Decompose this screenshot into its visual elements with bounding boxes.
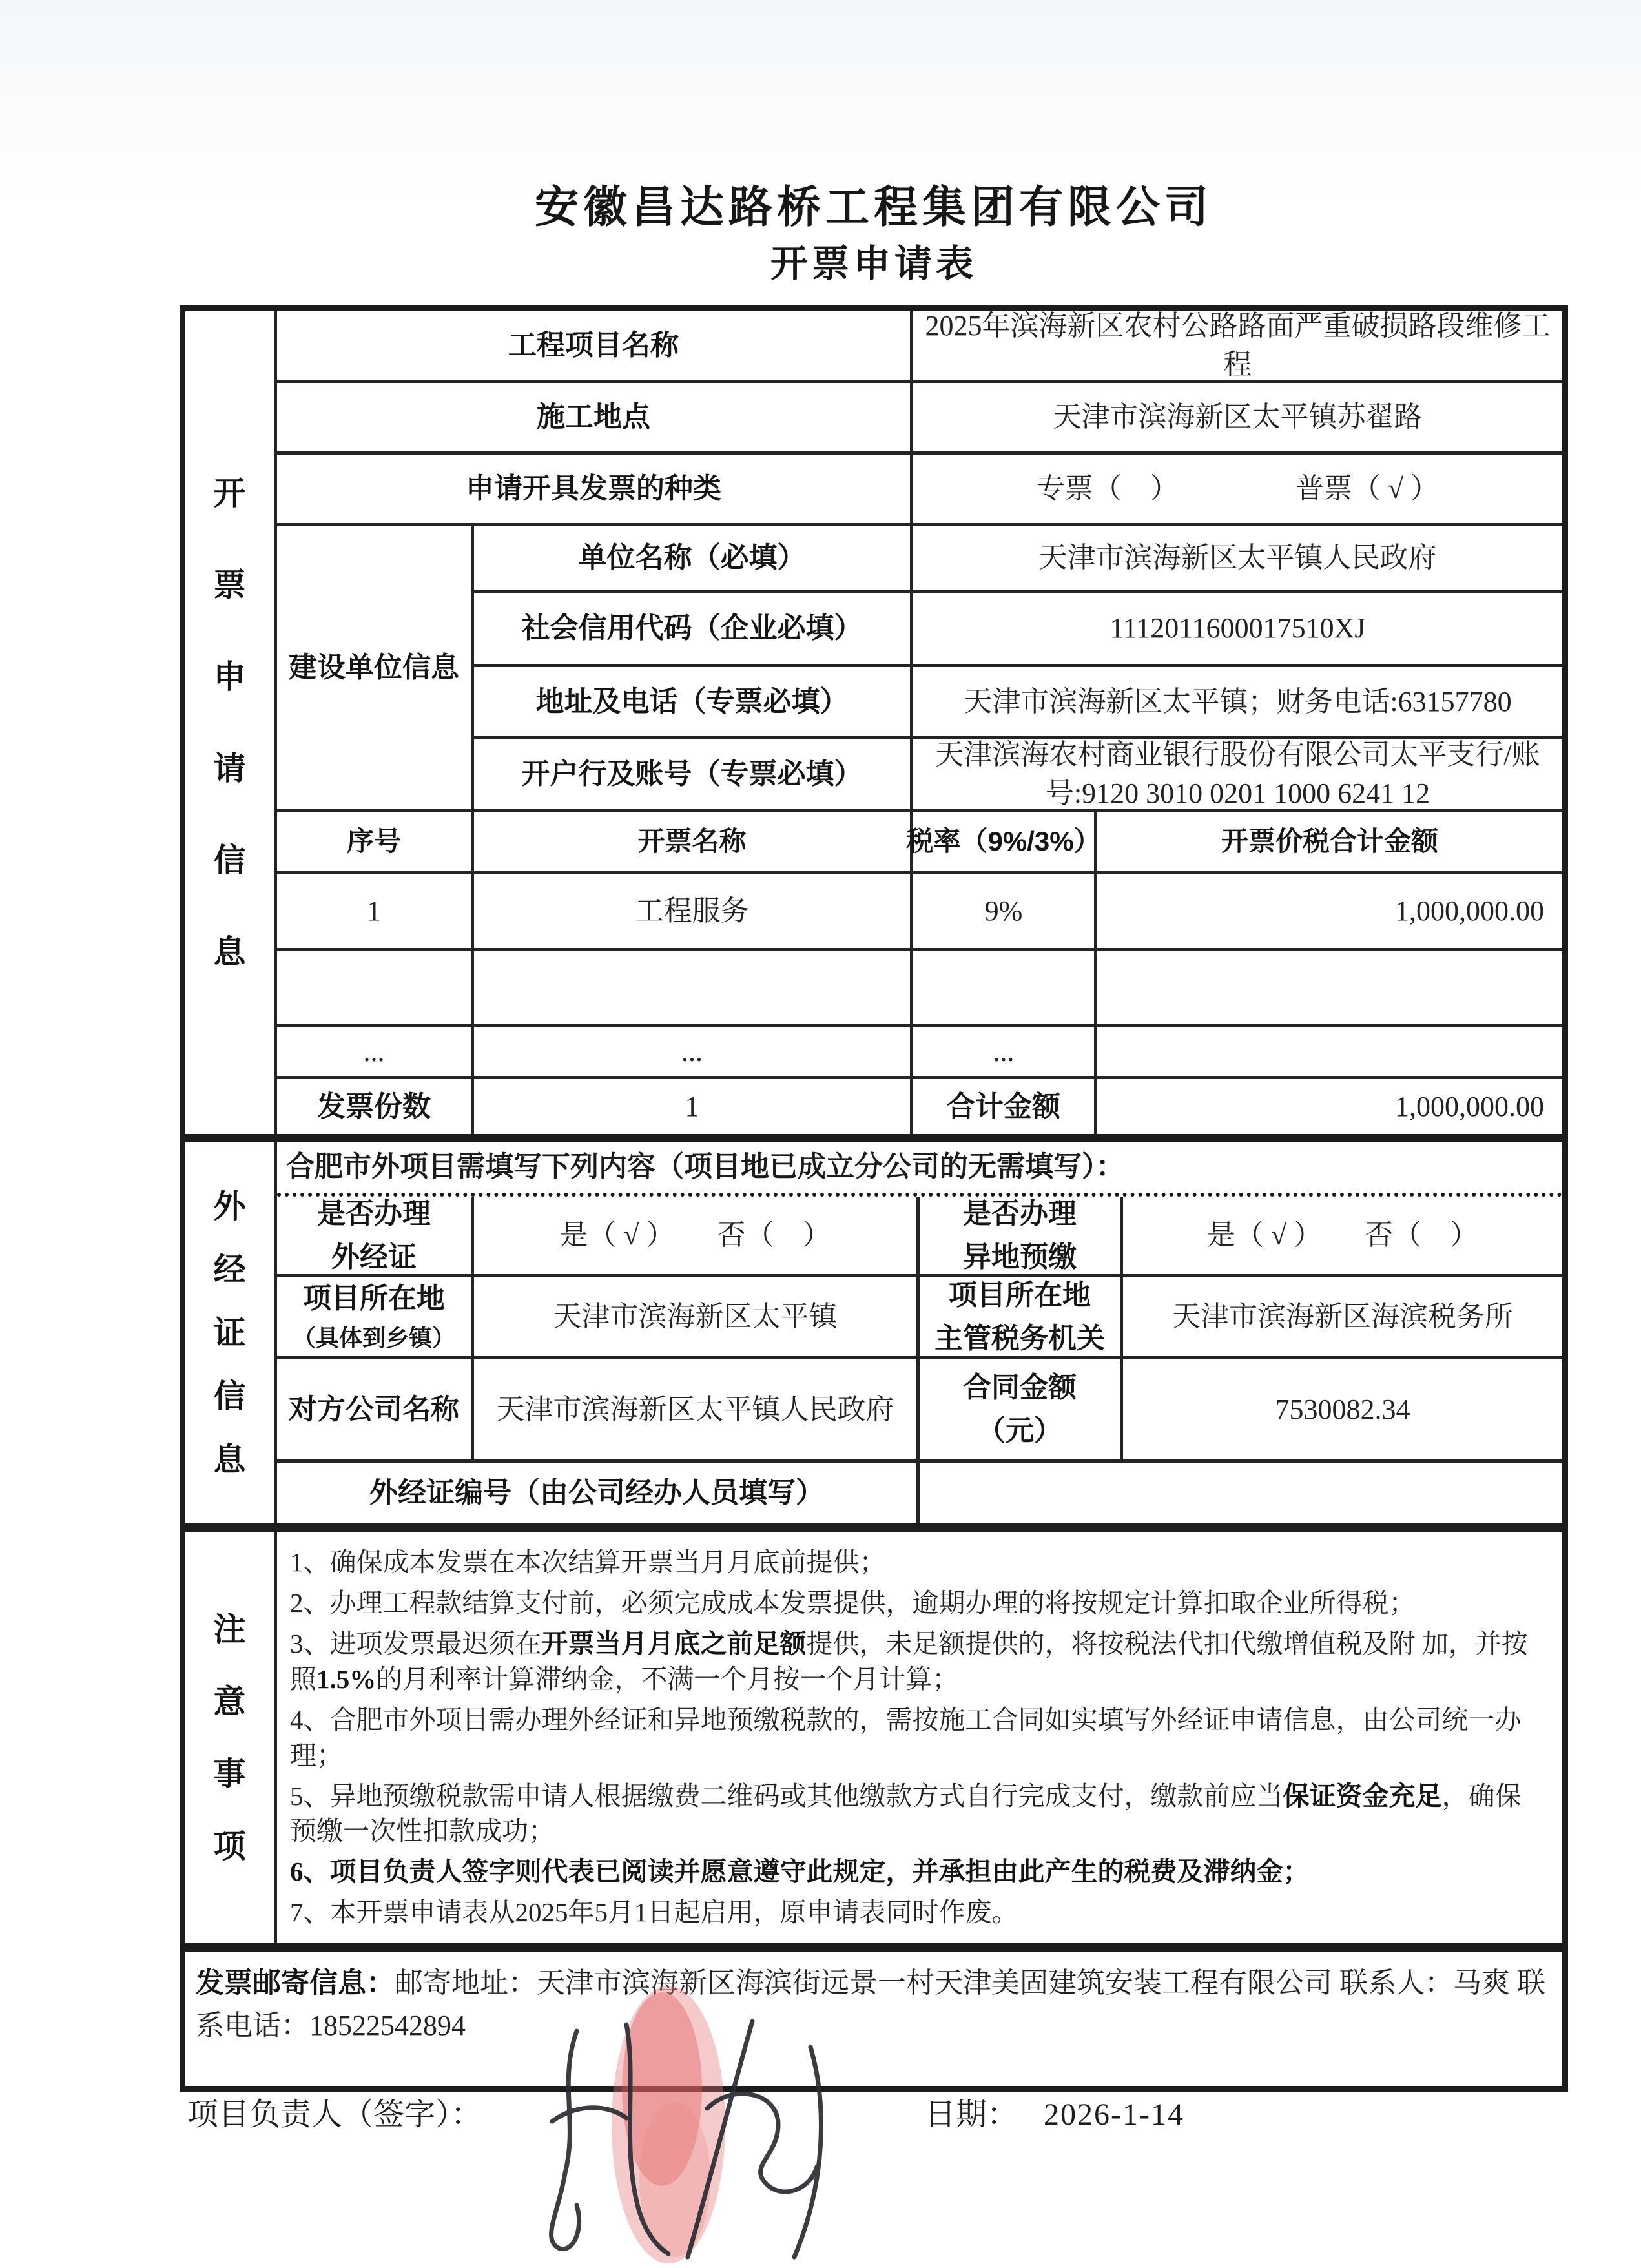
tax-authority-value: 天津市滨海新区海滨税务所 [1123,1277,1562,1359]
total-amount-value: 1,000,000.00 [1395,1090,1544,1122]
section-invoice-application [185,311,1562,1134]
col-header-tax-rate: 税率（9%/3%） [913,812,1097,874]
table-cell-seq-1: 1 [277,874,474,951]
mailing-info-body: 邮寄地址：天津市滨海新区海滨街远景一村天津美固建筑安装工程有限公司 联系人：马爽 联系电话：18522542894 [196,1967,1545,2042]
owner-unit-group-label: 建设单位信息 [277,526,474,812]
application-table [180,305,1568,2092]
waijingzheng-number-value [920,1463,1562,1523]
contract-amount-value: 7530082.34 [1123,1359,1562,1463]
counterparty-label: 对方公司名称 [277,1359,474,1463]
need-waijingzheng-choice: 是（ √ ） 否（ ） [474,1197,920,1277]
note-item: 3、进项发票最迟须在开票当月月底之前足额提供，未足额提供的，将按税法代扣代缴增值税及附 加，并按照1.5%的月利率计算滞纳金，不满一个月按一个月计算； [290,1628,1528,1694]
table-cell-item-more: ... [474,1027,913,1079]
table-cell-seq-2 [277,951,474,1027]
col-header-amount: 开票价税合计金额 [1097,812,1562,874]
note-item: 7、本开票申请表从2025年5月1日起启用，原申请表同时作废。 [290,1897,1018,1928]
table-cell-rate-more: ... [913,1027,1097,1079]
bank-account-value: 天津滨海农村商业银行股份有限公司太平支行/账号:9120 3010 0201 1000 6241 12 [913,739,1562,812]
contract-amount-label-line2: （元） [977,1415,1062,1447]
project-name-value: 2025年滨海新区农村公路路面严重破损路段维修工程 [913,311,1562,383]
need-waijingzheng-label [277,1197,474,1277]
side-label-notes: 注 意 事 项 [185,1532,277,1943]
invoice-kind-label: 申请开具发票的种类 [277,455,913,526]
project-location-value: 天津市滨海新区太平镇 [474,1277,920,1359]
section-notes [185,1523,1562,1943]
table-cell-item-2 [474,951,913,1027]
table-cell-amount-2 [1097,951,1562,1027]
need-waijingzheng-label-line2: 外经证 [331,1241,417,1273]
bank-account-label: 开户行及账号（专票必填） [474,739,913,812]
table-cell-amount-more [1097,1027,1562,1079]
project-name-label: 工程项目名称 [277,311,913,383]
address-phone-label: 地址及电话（专票必填） [474,667,913,739]
project-location-label-line1: 项目所在地 [303,1282,445,1314]
note-item: 4、合肥市外项目需办理外经证和异地预缴税款的，需按施工合同如实填写外经证申请信息，由公司统一办理； [290,1704,1522,1770]
need-waijingzheng-label-line1: 是否办理 [317,1197,431,1230]
contract-amount-label [920,1359,1123,1463]
invoice-kind-value [913,455,1562,526]
waijingzheng-number-label: 外经证编号（由公司经办人员填写） [277,1463,920,1523]
unit-name-value: 天津市滨海新区太平镇人民政府 [913,526,1562,593]
project-location-label-line2: （具体到乡镇） [292,1325,455,1352]
project-location-label [277,1277,474,1359]
tax-authority-label-line2: 主管税务机关 [934,1322,1105,1354]
form-title: 开票申请表 [770,243,977,285]
need-remote-prepay-choice: 是（ √ ） 否（ ） [1123,1197,1562,1277]
general-invoice-option-checked: 普票（ √ ） [1295,473,1440,505]
invoice-copies-label: 发票份数 [277,1079,474,1134]
company-title: 安徽昌达路桥工程集团有限公司 [534,183,1213,232]
note-item: 5、异地预缴税款需申请人根据缴费二维码或其他缴款方式自行完成支付，缴款前应当保证资金充足，确保预缴一次性扣款成功； [290,1780,1522,1846]
table-cell-amount-1: 1,000,000.00 [1097,874,1562,951]
date-line [925,2096,1184,2134]
credit-code-label: 社会信用代码（企业必填） [474,593,913,667]
need-remote-prepay-label-line2: 异地预缴 [963,1241,1077,1273]
need-remote-prepay-label-line1: 是否办理 [963,1197,1077,1230]
credit-code-value: 1112011600017510XJ [913,593,1562,667]
address-phone-value: 天津市滨海新区太平镇；财务电话:63157780 [913,667,1562,739]
table-cell-rate-1: 9% [913,874,1097,951]
notes-list [277,1532,1562,1943]
unit-name-label: 单位名称（必填） [474,526,913,593]
counterparty-value: 天津市滨海新区太平镇人民政府 [474,1359,920,1463]
mailing-info-label: 发票邮寄信息： [196,1967,395,1999]
construction-site-value: 天津市滨海新区太平镇苏翟路 [913,383,1562,455]
tax-authority-label-line1: 项目所在地 [949,1279,1091,1311]
date-value: 2026-1-14 [1044,2098,1184,2132]
handwritten-signature [475,1986,849,2268]
contract-amount-label-line1: 合同金额 [963,1372,1077,1404]
invoice-copies-value: 1 [474,1079,913,1134]
out-of-hefei-intro: 合肥市外项目需填写下列内容（项目地已成立分公司的无需填写）： [277,1142,1562,1197]
need-remote-prepay-label [920,1197,1123,1277]
side-label-waijingzheng: 外 经 证 信 息 [185,1142,277,1523]
tax-authority-label [920,1277,1123,1359]
col-header-seq: 序号 [277,812,474,874]
col-header-item: 开票名称 [474,812,913,874]
form-header [180,0,1568,286]
note-item: 1、确保成本发票在本次结算开票当月月底前提供； [290,1547,886,1577]
table-cell-item-1: 工程服务 [474,874,913,951]
section-mailing-info [185,1943,1562,2086]
special-invoice-option: 专票（ ） [1036,473,1179,505]
construction-site-label: 施工地点 [277,383,913,455]
table-cell-seq-more: ... [277,1027,474,1079]
total-amount-label: 合计金额 [913,1079,1097,1134]
project-manager-sign-label: 项目负责人（签字）： [187,2098,482,2132]
mailing-info-text [185,1952,1562,2086]
table-cell-rate-2 [913,951,1097,1027]
note-item: 6、项目负责人签字则代表已阅读并愿意遵守此规定，并承担由此产生的税费及滞纳金； [290,1857,1310,1887]
note-item: 2、办理工程款结算支付前，必须完成成本发票提供，逾期办理的将按规定计算扣取企业所得税； [290,1587,1416,1618]
side-label-invoice-application: 开 票 申 请 信 息 [185,311,277,1134]
section-waijingzheng [185,1134,1562,1523]
date-label: 日期： [925,2098,1018,2132]
